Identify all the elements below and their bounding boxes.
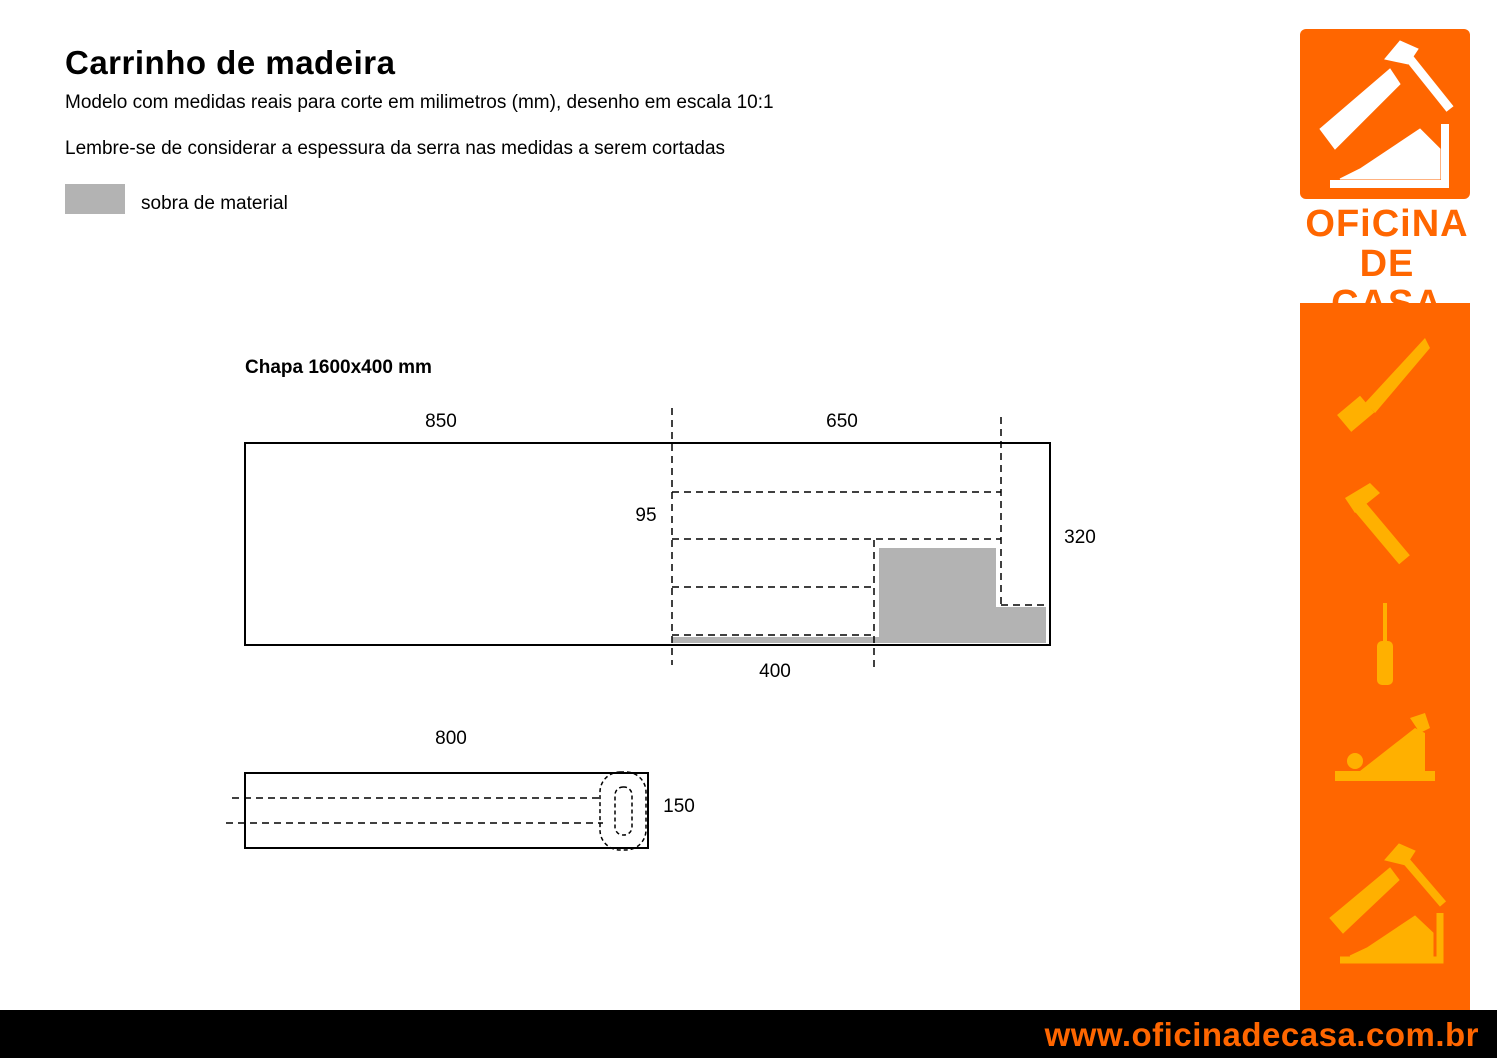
dim-strip-height: 95 (635, 505, 657, 526)
leftover-area (672, 548, 1046, 643)
sheet-title: Chapa 1600x400 mm (245, 357, 432, 378)
brand-line-1: OFiCiNA (1305, 203, 1469, 245)
house-tools-logo-icon (1300, 29, 1470, 199)
plane-icon (1335, 713, 1435, 783)
legend-label: sobra de material (141, 193, 288, 214)
page-subtitle: Modelo com medidas reais para corte em milimetros (mm), desenho em escala 10:1 (65, 92, 774, 113)
dim-total-height: 320 (1064, 527, 1096, 548)
screwdriver-icon (1370, 603, 1400, 688)
logo-badge (1300, 29, 1470, 199)
dim-handle-height: 150 (663, 796, 695, 817)
page-title: Carrinho de madeira (65, 44, 396, 81)
dim-handle-length: 800 (435, 728, 467, 749)
dim-bottom-width: 400 (759, 661, 791, 682)
footer-url[interactable]: www.oficinadecasa.com.br (1044, 1016, 1479, 1053)
handle-grip-outer (600, 772, 646, 850)
tools-sidebar (1300, 303, 1470, 1010)
hammer-icon (1340, 478, 1430, 568)
saw-icon (1330, 333, 1440, 433)
brand-line-2: DE (1359, 243, 1415, 285)
handle-outline (245, 773, 648, 848)
dim-right-width: 650 (826, 411, 858, 432)
saw-thickness-note: Lembre-se de considerar a espessura da serra nas medidas a serem cortadas (65, 138, 726, 159)
house-tools-logo-icon (1315, 838, 1455, 968)
footer-bar (0, 1010, 1497, 1058)
dim-left-width: 850 (425, 411, 457, 432)
handle-grip-slot (615, 787, 632, 835)
